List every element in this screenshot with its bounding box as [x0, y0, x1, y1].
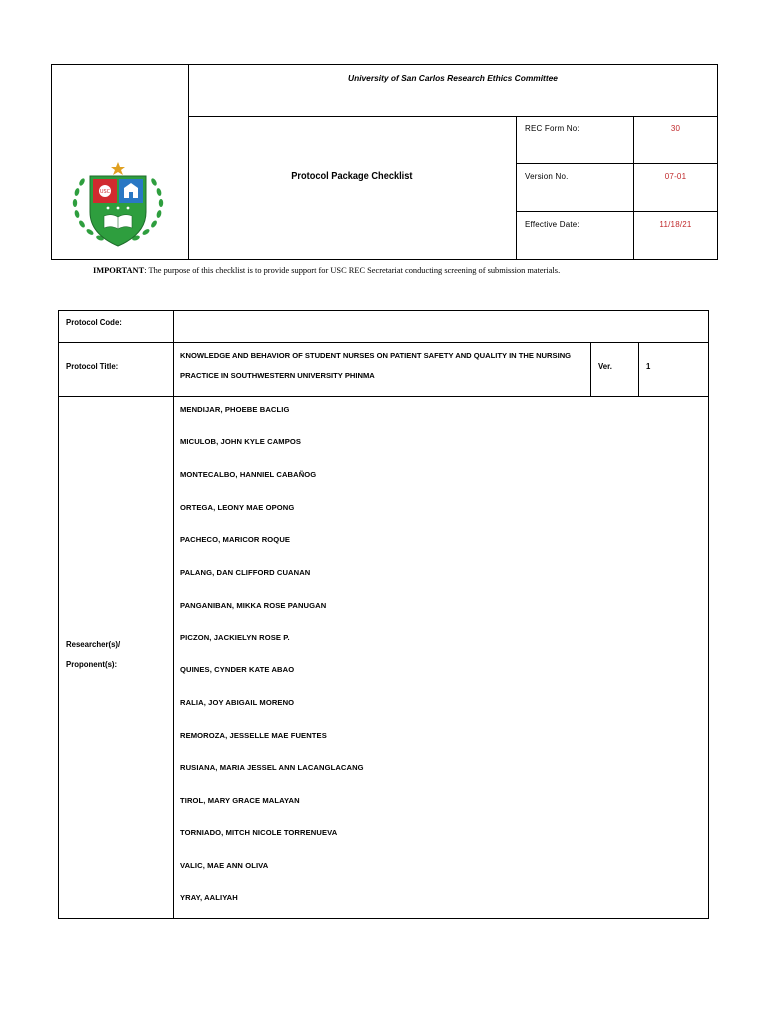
divider [516, 163, 718, 164]
researcher-name: PALANG, DAN CLIFFORD CUANAN [180, 568, 311, 577]
researcher-name: RALIA, JOY ABIGAIL MORENO [180, 698, 295, 707]
divider [516, 211, 718, 212]
divider [638, 342, 639, 396]
version-label: Version No. [525, 172, 569, 181]
divider [516, 116, 517, 260]
researcher-name: PANGANIBAN, MIKKA ROSE PANUGAN [180, 601, 327, 610]
svg-text:USC: USC [99, 189, 111, 195]
version-value: 07-01 [664, 172, 687, 181]
protocol-title-label: Protocol Title: [66, 362, 119, 371]
effective-date-label: Effective Date: [525, 220, 580, 229]
researchers-label-line1: Researcher(s)/ [66, 640, 121, 649]
researcher-name: MENDIJAR, PHOEBE BACLIG [180, 405, 290, 414]
researcher-name: TIROL, MARY GRACE MALAYAN [180, 796, 300, 805]
researcher-name: ORTEGA, LEONY MAE OPONG [180, 503, 295, 512]
divider [188, 64, 189, 260]
rec-form-label: REC Form No: [525, 124, 580, 133]
researchers-label-line2: Proponent(s): [66, 660, 118, 669]
divider [590, 342, 591, 396]
researcher-name: PACHECO, MARICOR ROQUE [180, 535, 291, 544]
researcher-name: MICULOB, JOHN KYLE CAMPOS [180, 437, 302, 446]
researcher-name: QUINES, CYNDER KATE ABAO [180, 665, 295, 674]
rec-form-value: 30 [670, 124, 681, 133]
divider [58, 396, 709, 397]
protocol-title-line2: PRACTICE IN SOUTHWESTERN UNIVERSITY PHINMA [180, 371, 375, 380]
protocol-title-line1: KNOWLEDGE AND BEHAVIOR OF STUDENT NURSES ON PATIENT SAFETY AND QUALITY IN THE NURSING [180, 351, 572, 360]
researcher-name: MONTECALBO, HANNIEL CABAÑOG [180, 470, 317, 479]
university-seal-logo [68, 160, 168, 252]
protocol-code-label: Protocol Code: [66, 318, 122, 327]
protocol-table [58, 310, 709, 919]
committee-name: University of San Carlos Research Ethics Committee [348, 73, 558, 83]
researcher-name: RUSIANA, MARIA JESSEL ANN LACANGLACANG [180, 763, 364, 772]
researcher-name: REMOROZA, JESSELLE MAE FUENTES [180, 731, 327, 740]
divider [633, 116, 634, 260]
important-note [93, 266, 560, 275]
divider [173, 310, 174, 919]
researcher-name: PICZON, JACKIELYN ROSE P. [180, 633, 290, 642]
effective-date-value: 11/18/21 [659, 220, 692, 229]
version-short-label: Ver. [598, 362, 612, 371]
divider [58, 342, 709, 343]
important-label: IMPORTANT [93, 266, 145, 275]
divider [188, 116, 718, 117]
version-short-value: 1 [646, 362, 651, 371]
researcher-name: TORNIADO, MITCH NICOLE TORRENUEVA [180, 828, 338, 837]
researcher-name: VALIC, MAE ANN OLIVA [180, 861, 269, 870]
important-text: : The purpose of this checklist is to provide support for USC REC Secretariat conducting screening of submission materials. [144, 266, 561, 275]
form-title: Protocol Package Checklist [291, 170, 413, 182]
researcher-name: YRAY, AALIYAH [180, 893, 238, 902]
